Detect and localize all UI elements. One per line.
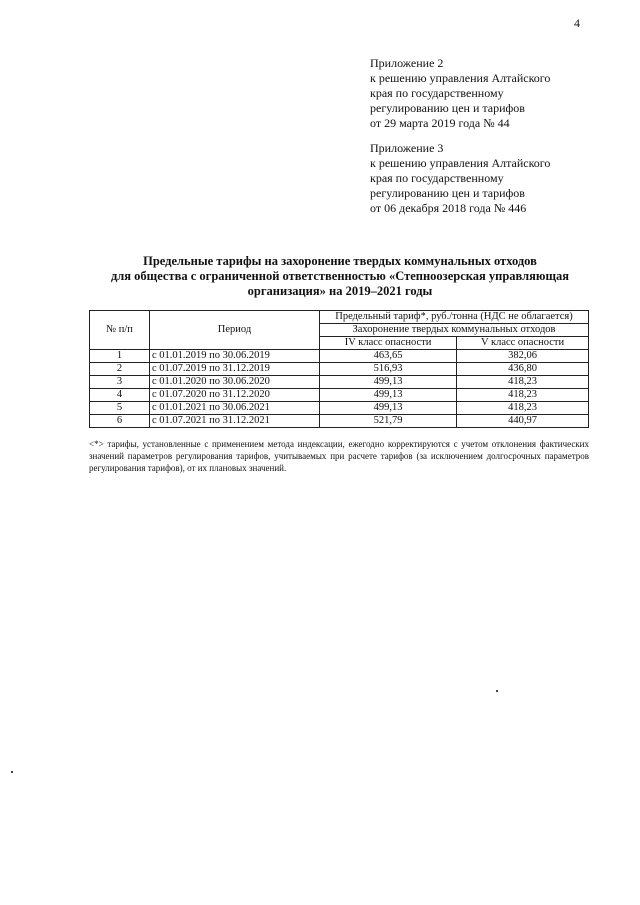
appendix-2-block xyxy=(370,56,550,131)
row-class-5-value: 436,80 xyxy=(457,363,589,376)
title-line: для общества с ограниченной ответственностью «Степноозерская управляющая xyxy=(110,269,570,283)
appendix-3-line: регулированию цен и тарифов xyxy=(370,186,525,200)
row-class-4-value: 499,13 xyxy=(320,389,457,402)
table-row xyxy=(90,376,589,389)
row-class-5-value: 418,23 xyxy=(457,376,589,389)
appendix-3-line: края по государственному xyxy=(370,171,504,185)
appendix-2-line: от 29 марта 2019 года № 44 xyxy=(370,116,510,130)
table-row xyxy=(90,415,589,428)
header-class-5: V класс опасности xyxy=(457,337,589,350)
row-class-4-value: 521,79 xyxy=(320,415,457,428)
table-row xyxy=(90,389,589,402)
row-num: 6 xyxy=(90,415,150,428)
row-num: 5 xyxy=(90,402,150,415)
appendix-3-title: Приложение 3 xyxy=(370,141,444,155)
row-num: 2 xyxy=(90,363,150,376)
document-title xyxy=(90,254,590,299)
table-row xyxy=(90,402,589,415)
row-class-4-value: 463,65 xyxy=(320,350,457,363)
header-period: Период xyxy=(150,311,320,350)
title-line: организация» на 2019–2021 годы xyxy=(247,284,433,298)
table-row xyxy=(90,363,589,376)
row-num: 3 xyxy=(90,376,150,389)
row-period: с 01.01.2020 по 30.06.2020 xyxy=(150,376,320,389)
title-line: Предельные тарифы на захоронение твердых коммунальных отходов xyxy=(143,254,537,268)
appendix-2-line: края по государственному xyxy=(370,86,504,100)
row-class-4-value: 499,13 xyxy=(320,376,457,389)
header-service: Захоронение твердых коммунальных отходов xyxy=(320,324,589,337)
row-period: с 01.01.2019 по 30.06.2019 xyxy=(150,350,320,363)
appendix-2-line: регулированию цен и тарифов xyxy=(370,101,525,115)
appendix-2-title: Приложение 2 xyxy=(370,56,444,70)
row-num: 1 xyxy=(90,350,150,363)
row-class-5-value: 418,23 xyxy=(457,402,589,415)
appendix-3-block xyxy=(370,141,550,216)
appendix-2-line: к решению управления Алтайского xyxy=(370,71,551,85)
row-period: с 01.07.2021 по 31.12.2021 xyxy=(150,415,320,428)
row-class-4-value: 516,93 xyxy=(320,363,457,376)
row-class-5-value: 382,06 xyxy=(457,350,589,363)
row-period: с 01.07.2020 по 31.12.2020 xyxy=(150,389,320,402)
row-class-5-value: 440,97 xyxy=(457,415,589,428)
appendix-3-line: к решению управления Алтайского xyxy=(370,156,551,170)
scan-speck xyxy=(11,771,13,773)
footnote: <*> тарифы, установленные с применением метода индексации, ежегодно корректируются с учетом отклонения фактических значений параметров регулирования тарифов, учитываемых при расчете тарифов (за исключением долгосрочных параметров регулирования тарифов), от их плановых значений. xyxy=(89,439,589,473)
table-row xyxy=(90,350,589,363)
row-period: с 01.07.2019 по 31.12.2019 xyxy=(150,363,320,376)
tariff-table xyxy=(89,310,589,428)
scan-speck xyxy=(496,690,498,692)
header-num: № п/п xyxy=(90,311,150,350)
row-class-4-value: 499,13 xyxy=(320,402,457,415)
row-class-5-value: 418,23 xyxy=(457,389,589,402)
row-num: 4 xyxy=(90,389,150,402)
appendix-3-line: от 06 декабря 2018 года № 446 xyxy=(370,201,527,215)
page-number: 4 xyxy=(574,16,580,30)
row-period: с 01.01.2021 по 30.06.2021 xyxy=(150,402,320,415)
header-class-4: IV класс опасности xyxy=(320,337,457,350)
header-tariff: Предельный тариф*, руб./тонна (НДС не облагается) xyxy=(320,311,589,324)
